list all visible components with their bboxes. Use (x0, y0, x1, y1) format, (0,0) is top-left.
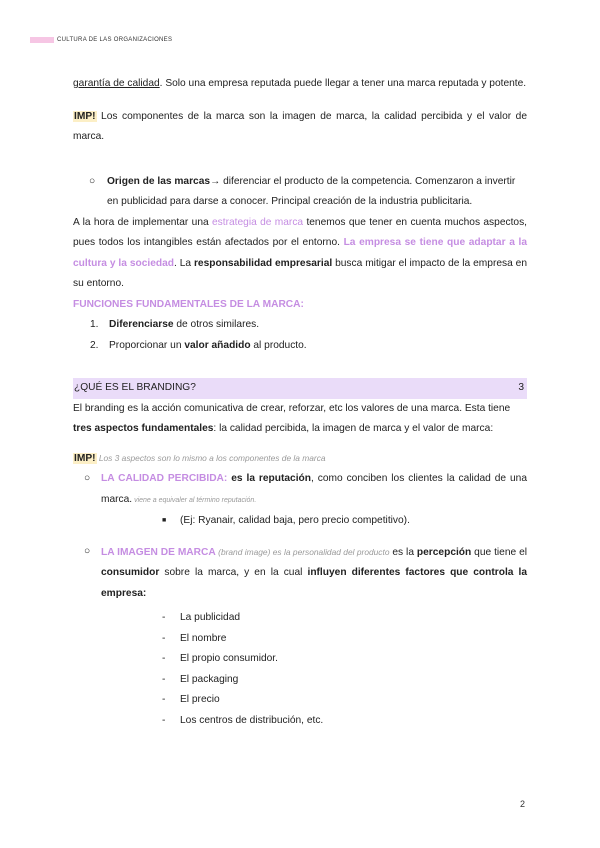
section-heading-page-ref: 3 (518, 382, 524, 393)
highlight-estrategia: estrategia de marca (212, 216, 304, 228)
paragraph-branding: El branding es la acción comunicativa de crear, reforzar, etc los valores de una marca. Esta tiene tres aspectos fundamentales: la calidad percibida, la imagen de marca y el valor de marca: (73, 402, 511, 434)
page-header (30, 37, 172, 43)
imp-note-aspectos: IMP! Los 3 aspectos son lo mismo a los componentes de la marca (74, 452, 326, 464)
imp-tag: IMP! (74, 110, 96, 122)
section-heading-branding (73, 378, 527, 399)
bullet-marker: ○ (84, 545, 91, 557)
funcion-item-2: 2. Proporcionar un valor añadido al producto. (90, 339, 307, 351)
header-title: CULTURA DE LAS ORGANIZACIONES (57, 37, 173, 43)
bullet-marker: ○ (89, 175, 96, 187)
header-accent-bar (30, 37, 54, 43)
page-number: 2 (520, 799, 526, 809)
bullet-marker: ○ (84, 473, 91, 484)
imp-note-componentes: IMP! Los componentes de la marca son la imagen de marca, la calidad percibida y el valor de marca. (73, 110, 527, 142)
underlined-term: garantía de calidad (73, 78, 160, 89)
paragraph-calidad: garantía de calidad. Solo una empresa reputada puede llegar a tener una marca reputada y potente. (73, 78, 527, 89)
funciones-title: FUNCIONES FUNDAMENTALES DE LA MARCA: (73, 298, 304, 310)
bullet-calidad-percibida: ○ LA CALIDAD PERCIBIDA: es la reputación, como conciben los clientes la calidad de una marca. viene a equivaler al término reputación. (73, 469, 527, 511)
factor-item: - Los centros de distribución, etc. (162, 714, 324, 726)
bullet-origen: ○ Origen de las marcas→ diferenciar el producto de la competencia. Comenzaron a invertir en publicidad para darse a conocer. Principal creación de la industria publicitaria. (73, 172, 527, 213)
section-heading-title: ¿QUÉ ES EL BRANDING? (74, 382, 196, 393)
paragraph-estrategia: A la hora de implementar una estrategia de marca tenemos que tener en cuenta muchos aspectos, pues todos los intangibles están afectados por el entorno. La empresa se tiene que adaptar a la cultura y la sociedad. La responsabilidad empresarial busca mitigar el impacto de la empresa en su entorno. (73, 216, 527, 289)
square-bullet-marker: ■ (162, 517, 167, 524)
document-body (73, 74, 527, 731)
sub-bullet-ryanair: ■ (Ej: Ryanair, calidad baja, pero precio competitivo). (73, 511, 527, 532)
factor-item: - El propio consumidor. (162, 653, 278, 664)
bullet-imagen-marca: ○ LA IMAGEN DE MARCA (brand image) es la personalidad del producto es la percepción que tiene el consumidor sobre la marca, y en la cual influyen diferentes factores que controla la empresa: (73, 542, 527, 605)
highlight-adaptar: La empresa se tiene que adaptar a la cultura y la sociedad (73, 237, 527, 269)
funcion-item-1: 1. Diferenciarse de otros similares. (90, 319, 260, 330)
factors-list (73, 608, 527, 731)
factor-item: - El packaging (162, 673, 239, 685)
factor-item: - El nombre (162, 632, 227, 644)
factor-item: - La publicidad (162, 612, 241, 623)
factor-item: - El precio (162, 694, 220, 705)
imp-tag: IMP! (74, 452, 96, 464)
